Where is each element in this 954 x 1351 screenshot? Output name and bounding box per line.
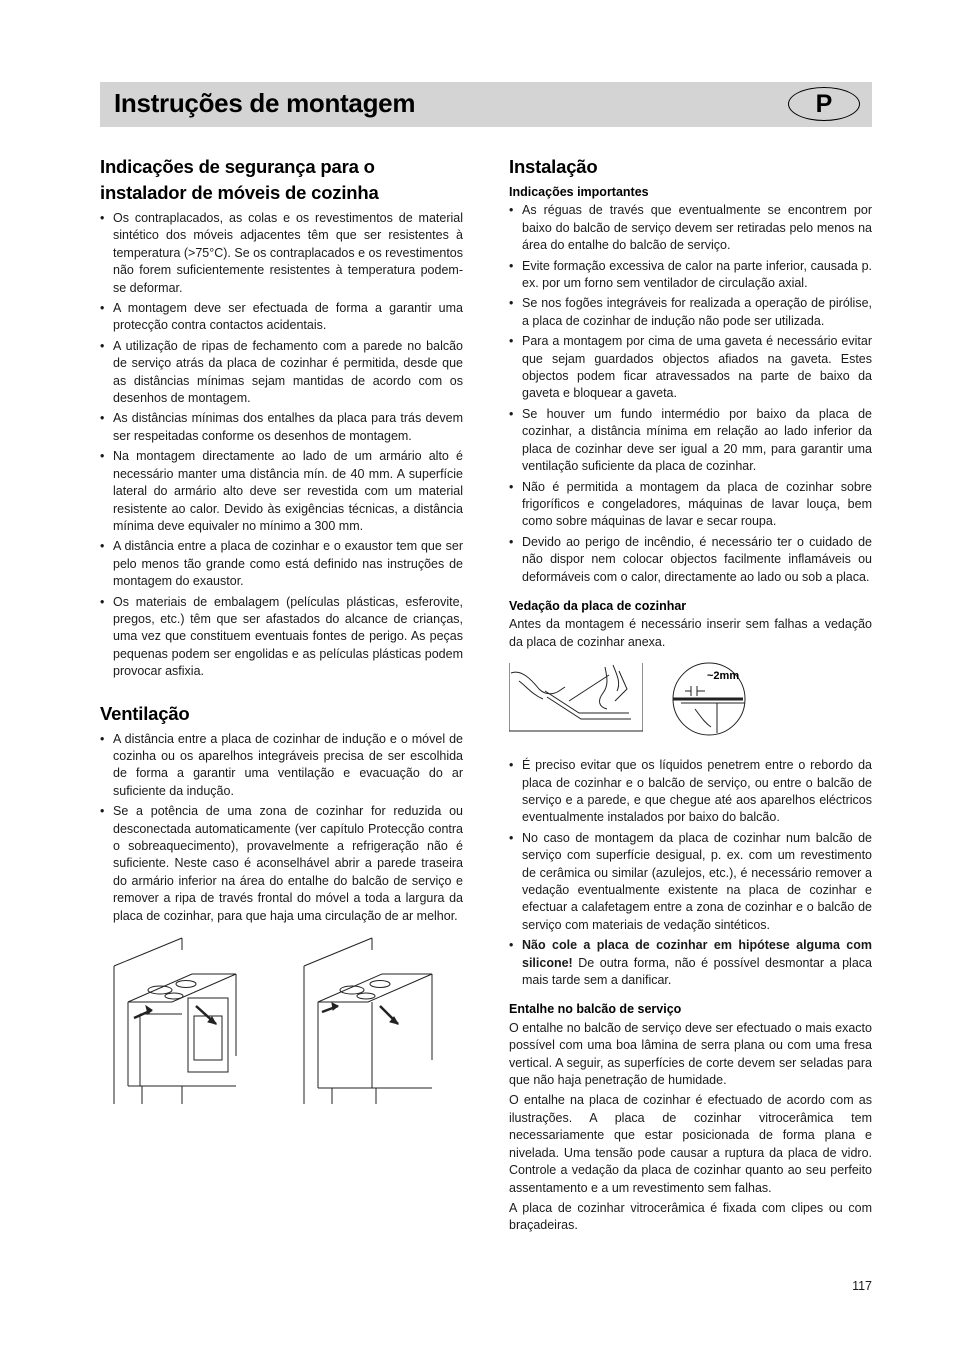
silicone-warning-bold: Não cole a placa de cozinhar em hipótese alguma com silicone! bbox=[522, 938, 872, 970]
page-title: Instruções de montagem bbox=[114, 88, 416, 118]
list-item: • Evite formação excessiva de calor na parte inferior, causada p. ex. por um forno sem ventilador de circulação axial. bbox=[509, 258, 872, 293]
list-item: • Se houver um fundo intermédio por baixo da placa de cozinhar, a distância mínima em relação ao lado inferior da placa de cozinhar deve ser igual a 20 mm, para garantir uma ventilação suficiente da placa de cozinhar. bbox=[509, 406, 872, 476]
list-item bbox=[509, 937, 872, 989]
seal-list bbox=[509, 757, 872, 989]
seal-application-illustration bbox=[509, 661, 643, 737]
list-item: • Os materiais de embalagem (películas plásticas, esferovite, pregos, etc.) têm que ser afastados do alcance de crianças, uma vez que constituem eventuais fontes de perigo. As peças pequenas podem ser engolidas e as películas plásticas podem provocar asfixia. bbox=[100, 594, 463, 681]
important-notes-heading: Indicações importantes bbox=[509, 185, 649, 199]
list-item: • Os contraplacados, as colas e os revestimentos de material sintético dos móveis adjacentes têm que ser resistentes à temperatura (>75°C). Se os contraplacados e os revestimentos não forem suficientemente resistentes à temperatura podem-se deformar. bbox=[100, 210, 463, 297]
list-item: • No caso de montagem da placa de cozinhar num balcão de serviço com superfície desigual, p. ex. com um revestimento de cerâmica ou similar (azulejos, etc.), é necessário remover a vedação eventualmente existente na placa de cozinhar e efectuar a calafetagem entre a zona de cozinhar e o balcão de serviço com materiais de vedação sintéticos. bbox=[509, 830, 872, 934]
cutout-paragraph: A placa de cozinhar vitrocerâmica é fixada com clipes ou com braçadeiras. bbox=[509, 1200, 872, 1233]
list-item: • As distâncias mínimas dos entalhes da placa para trás devem ser respeitadas conforme os desenhos de montagem. bbox=[100, 410, 463, 445]
list-item: • A distância entre a placa de cozinhar e o exaustor tem que ser pelo menos tão grande como está definido nas instruções de montagem do exaustor. bbox=[100, 538, 463, 590]
left-column bbox=[100, 154, 463, 928]
cutout-paragraph: O entalhe no balcão de serviço deve ser efectuado o mais exacto possível com uma boa lâmina de serra plana ou com uma fresa vertical. A seguir, as superfícies de corte devem ser seladas para que não haja penetração de humidade. bbox=[509, 1020, 872, 1088]
list-item: • Se a potência de uma zona de cozinhar for reduzida ou desconectada automaticamente (ver capítulo Protecção contra o sobreaquecimento), provavelmente a refrigeração não é suficiente. Neste caso é aconselhável abrir a parede traseira do armário inferior na área do entalhe do balcão de serviço e remover a ripa de través frontal do móvel a toda a largura da placa de cozinhar, para que haja uma circulação de ar melhor. bbox=[100, 803, 463, 925]
safety-list bbox=[100, 210, 463, 681]
language-badge: P bbox=[788, 87, 860, 121]
seal-heading: Vedação da placa de cozinhar bbox=[509, 598, 687, 613]
list-item: • Na montagem directamente ao lado de um armário alto é necessário manter uma distância mín. de 40 mm. A superfície lateral do armário alto deve ser revestida com um material resistente ao calor. Devido às exigências técnicas, a distância mínima deve equivaler no mínimo a 300 mm. bbox=[100, 448, 463, 535]
ventilation-illustration-oven bbox=[112, 936, 242, 1108]
ventilation-heading: Ventilação bbox=[100, 702, 190, 724]
seal-figures bbox=[509, 661, 872, 749]
ventilation-section bbox=[100, 701, 463, 925]
important-notes-list bbox=[509, 202, 872, 586]
safety-heading: Indicações de segurança para o instalador de móveis de cozinha bbox=[100, 156, 379, 203]
list-item: • A utilização de ripas de fechamento com a parede no balcão de serviço atrás da placa de cozinhar é permitida, desde que as distâncias mínimas sejam mantidas de acordo com os desenhos de montagem. bbox=[100, 338, 463, 408]
right-column bbox=[509, 154, 872, 1238]
page-number: 117 bbox=[852, 1279, 872, 1293]
header-bar bbox=[100, 82, 872, 127]
seal-intro: Antes da montagem é necessário inserir sem falhas a vedação da placa de cozinhar anexa. bbox=[509, 617, 872, 649]
safety-section bbox=[100, 154, 463, 681]
list-item: • Devido ao perigo de incêndio, é necessário ter o cuidado de não dispor nem colocar objectos facilmente inflamáveis ou deformáveis com o calor, directamente ao lado ou sob a placa. bbox=[509, 534, 872, 586]
ventilation-list bbox=[100, 731, 463, 925]
list-item: • A montagem deve ser efectuada de forma a garantir uma protecção contra contactos acidentais. bbox=[100, 300, 463, 335]
list-item: • As réguas de través que eventualmente se encontrem por baixo do balcão de serviço devem ser retiradas pelo menos na área do entalhe do balcão de serviço. bbox=[509, 202, 872, 254]
ventilation-illustration-cabinet bbox=[302, 936, 442, 1108]
list-item: • Se nos fogões integráveis for realizada a operação de pirólise, a placa de cozinhar de indução não pode ser utilizada. bbox=[509, 295, 872, 330]
list-item: • A distância entre a placa de cozinhar de indução e o móvel de cozinha ou os aparelhos integráveis precisa de ser escolhida de forma a garantir uma ventilação e evacuação do ar suficiente da indução. bbox=[100, 731, 463, 801]
silicone-warning-text: De outra forma, não é possível desmontar a placa mais tarde sem a danificar. bbox=[522, 955, 872, 988]
seal-gap-label: ~2mm bbox=[707, 670, 740, 683]
installation-heading: Instalação bbox=[509, 156, 598, 177]
list-item: • É preciso evitar que os líquidos penetrem entre o rebordo da placa de cozinhar e o balcão de serviço, ou entre o balcão de serviço e a parede, e que chegue até aos aparelhos eléctricos eventualmente instalados por baixo do balcão. bbox=[509, 757, 872, 827]
cutout-paragraph: O entalhe na placa de cozinhar é efectuado de acordo com as ilustrações. A placa de cozinhar vitrocerâmica tem necessariamente que estar posicionada de forma plana e nivelada. Uma tensão pode causar a ruptura da placa de vidro. Controle a vedação da placa de cozinhar quanto ao seu perfeito assentamento e a um revestimento sem falhas. bbox=[509, 1093, 872, 1195]
list-item: • Para a montagem por cima de uma gaveta é necessário evitar que sejam guardados objectos afiados na gaveta. Estes objectos podem ficar atravessados na parte de baixo da gaveta e bloquear a gaveta. bbox=[509, 333, 872, 403]
list-item: • Não é permitida a montagem da placa de cozinhar sobre frigoríficos e congeladores, máquinas de lavar louça, bem como sobre máquinas de lavar e secar roupa. bbox=[509, 479, 872, 531]
cutout-heading: Entalhe no balcão de serviço bbox=[509, 1002, 682, 1017]
